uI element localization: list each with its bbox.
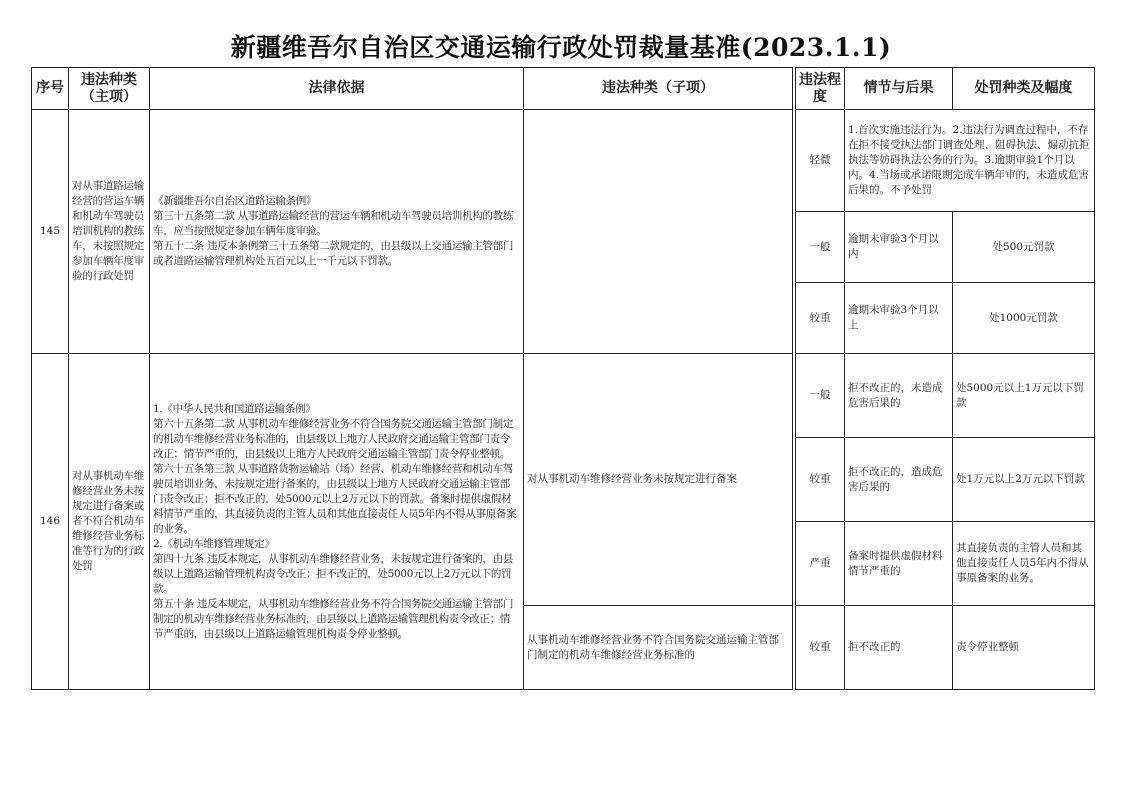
penalty-cell: 处5000元以上1万元以下罚款 [953, 354, 1095, 438]
row-seq: 146 [32, 354, 69, 690]
header-sub-type: 违法种类（子项） [524, 68, 793, 110]
header-basis: 法律依据 [150, 68, 524, 110]
row-seq: 145 [32, 110, 69, 354]
header-seq: 序号 [32, 68, 69, 110]
table-row [32, 110, 1095, 212]
penalty-cell: 处1万元以上2万元以下罚款 [953, 438, 1095, 522]
circumstances-cell: 逾期未审验3个月以内 [845, 212, 953, 283]
circumstances-cell: 拒不改正的，未造成危害后果的 [845, 354, 953, 438]
degree-cell: 一般 [796, 354, 845, 438]
header-main-type: 违法种类（主项） [69, 68, 150, 110]
circumstances-cell: 逾期未审验3个月以上 [845, 283, 953, 354]
table-row [32, 354, 1095, 438]
row-sub-type: 从事机动车维修经营业务不符合国务院交通运输主管部门制定的机动车维修经营业务标准的 [524, 606, 793, 690]
page-title: 新疆维吾尔自治区交通运输行政处罚裁量基准(2023.1.1) [230, 33, 892, 62]
degree-cell: 较重 [796, 438, 845, 522]
row-main-type: 对从事机动车维修经营业务未按规定进行备案或者不符合机动车维修经营业务标准等行为的行政处罚 [69, 354, 150, 690]
row-sub-type: 对从事机动车维修经营业务未按规定进行备案 [524, 354, 793, 606]
row-basis: 1.《中华人民共和国道路运输条例》 第六十五条第二款 从事机动车维修经营业务不符合国务院交通运输主管部门制定的机动车维修经营业务标准的，由县级以上地方人民政府交通运输主管部门责令改正；情节严重的，由县级以上地方人民政府交通运输主管部门责令停业整顿。 第六十五条第三款 从事道路货物运输站（场）经营、机动车维修经营和机动车驾驶员培训业务，未按规定进行备案的，由县级以上地方人民政府交通运输主管部门责令改正；拒不改正的，处5000元以上2万元以下的罚款。备案时提供虚假材料情节严重的，其直接负责的主管人员和其他直接责任人员5年内不得从事原备案的业务。 2.《机动车维修管理规定》 第四十九条 违反本规定，从事机动车维修经营业务，未按规定进行备案的，由县级以上道路运输管理机构责令改正；拒不改正的，处5000元以上2万元以下的罚款。 第五十条 违反本规定，从事机动车维修经营业务不符合国务院交通运输主管部门制定的机动车维修经营业务标准的，由县级以上道路运输管理机构责令改正；情节严重的，由县级以上道路运输管理机构责令停业整顿。 [150, 354, 524, 690]
penalty-standards-table [31, 67, 1095, 690]
penalty-cell: 其直接负责的主管人员和其他直接责任人员5年内不得从事原备案的业务。 [953, 522, 1095, 606]
degree-cell: 轻微 [796, 110, 845, 212]
degree-cell: 严重 [796, 522, 845, 606]
penalty-cell: 处500元罚款 [953, 212, 1095, 283]
circumstances-cell: 拒不改正的，造成危害后果的 [845, 438, 953, 522]
row-main-type: 对从事道路运输经营的营运车辆和机动车驾驶员培训机构的教练车，未按照规定参加车辆年度审验的行政处罚 [69, 110, 150, 354]
penalty-cell: 处1000元罚款 [953, 283, 1095, 354]
circumstances-cell: 拒不改正的 [845, 606, 953, 690]
degree-cell: 较重 [796, 283, 845, 354]
header-penalty: 处罚种类及幅度 [953, 68, 1095, 110]
degree-cell: 一般 [796, 212, 845, 283]
degree-cell: 较重 [796, 606, 845, 690]
header-row [32, 68, 1095, 110]
circumstances-cell: 备案时提供虚假材料情节严重的 [845, 522, 953, 606]
header-degree: 违法程度 [796, 68, 845, 110]
row-basis: 《新疆维吾尔自治区道路运输条例》 第三十五条第二款 从事道路运输经营的营运车辆和机动车驾驶员培训机构的教练车，应当按照规定参加车辆年度审验。 第五十二条 违反本条例第三十五条第二款规定的，由县级以上交通运输主管部门或者道路运输管理机构处五百元以上一千元以下罚款。 [150, 110, 524, 354]
header-circumstances: 情节与后果 [845, 68, 953, 110]
circumstances-cell: 1.首次实施违法行为。2.违法行为调查过程中，不存在拒不接受执法部门调查处理、阻碍执法、煽动抗拒执法等妨碍执法公务的行为。3.逾期审验1个月以内。4.当场或承诺限期完成车辆年审的，未造成危害后果的。不予处罚 [845, 110, 1095, 212]
penalty-cell: 责令停业整顿 [953, 606, 1095, 690]
row-sub-type [524, 110, 793, 354]
